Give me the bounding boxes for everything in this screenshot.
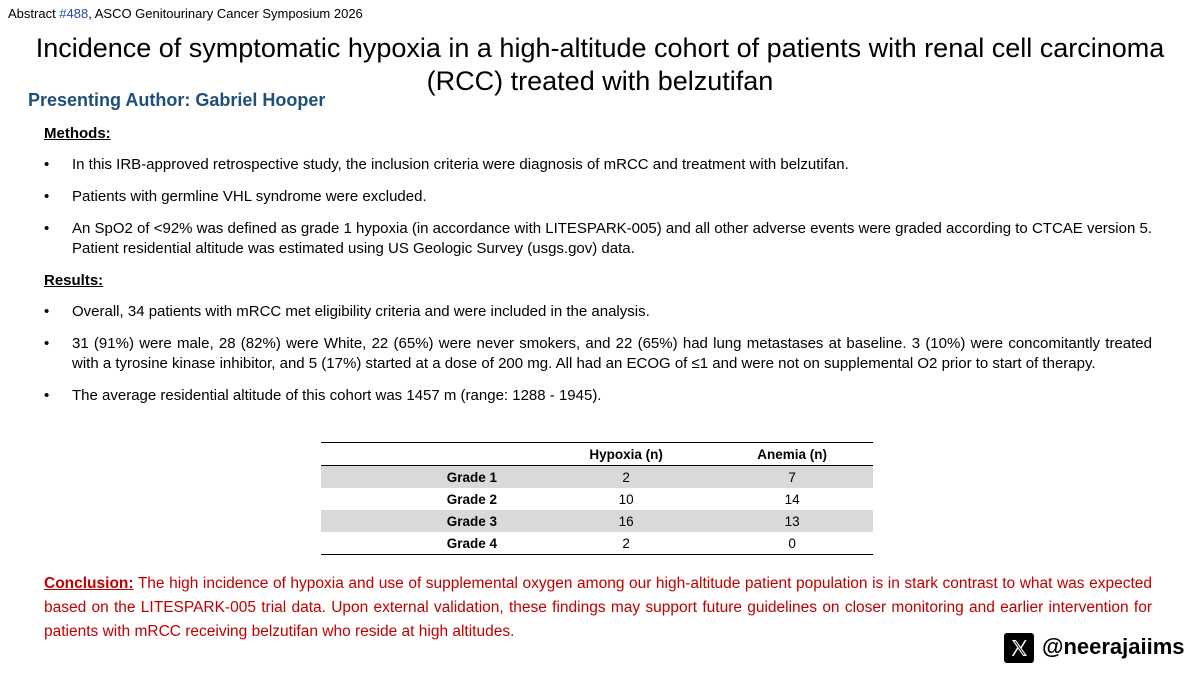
social-handle[interactable]: @neerajaiims: [1042, 634, 1185, 659]
conclusion-text: [44, 572, 1152, 644]
grade-cell: Grade 3: [321, 510, 541, 532]
conclusion-label: Conclusion:: [44, 575, 134, 592]
anemia-cell: 0: [711, 532, 873, 555]
presenting-author: Presenting Author: Gabriel Hooper: [28, 90, 326, 110]
methods-item: • Patients with germline VHL syndrome were excluded.: [44, 188, 427, 205]
bullet-icon: •: [44, 335, 50, 352]
bullet-icon: •: [44, 220, 50, 237]
x-logo-icon[interactable]: [1004, 633, 1034, 663]
methods-item: • In this IRB-approved retrospective study, the inclusion criteria were diagnosis of mRCC and treatment with belzutifan.: [44, 156, 849, 173]
abstract-conference: , ASCO Genitourinary Cancer Symposium 2026: [88, 6, 363, 21]
grade-cell: Grade 4: [321, 532, 541, 555]
table-header-hypoxia: Hypoxia (n): [541, 443, 711, 466]
abstract-number[interactable]: #488: [59, 6, 89, 21]
methods-item: • An SpO2 of <92% was defined as grade 1 hypoxia (in accordance with LITESPARK-005) and all other adverse events were graded according to CTCAE version 5. Patient residential altitude was estimated using US Geologic Survey (usgs.gov) data.: [44, 220, 1152, 257]
conclusion-body: The high incidence of hypoxia and use of supplemental oxygen among our high-altitude patient population is in stark contrast to what was expected based on the LITESPARK-005 trial data. Upon external validation, these findings may support future guidelines on closer monitoring and earlier intervention for patients with mRCC receiving belzutifan who reside at high altitudes.: [44, 575, 1152, 640]
main-content: [44, 124, 1152, 418]
bullet-icon: •: [44, 303, 50, 320]
anemia-cell: 7: [711, 466, 873, 489]
methods-list: [44, 155, 1152, 259]
adverse-events-table: [321, 442, 873, 555]
anemia-cell: 13: [711, 510, 873, 532]
table-row: [321, 466, 873, 489]
anemia-cell: 14: [784, 491, 800, 507]
page-title: [0, 32, 1200, 98]
table-header-row: [321, 443, 873, 466]
results-item: • The average residential altitude of this cohort was 1457 m (range: 1288 - 1945).: [44, 387, 602, 404]
results-item: • Overall, 34 patients with mRCC met eligibility criteria and were included in the analysis.: [44, 303, 650, 320]
table-header-grade: [321, 443, 541, 466]
results-heading: Results:: [44, 272, 104, 289]
results-item: • 31 (91%) were male, 28 (82%) were White, 22 (65%) were never smokers, and 22 (65%) had lung metastases at baseline. 3 (10%) were concomitantly treated with a tyrosine kinase inhibitor, and 5 (17%) started at a dose of 200 mg. All had an ECOG of ≤1 and were not on supplemental O2 prior to start of therapy.: [44, 335, 1152, 372]
methods-heading: Methods:: [44, 125, 111, 142]
hypoxia-cell: 16: [541, 510, 711, 532]
bullet-icon: •: [44, 188, 50, 205]
table-row: [321, 532, 873, 555]
grade-cell: Grade 1: [321, 466, 541, 489]
hypoxia-cell: 2: [541, 466, 711, 489]
title-line-1: Incidence of symptomatic hypoxia in a high-altitude cohort of patients with renal cell carcinoma: [35, 33, 1165, 63]
table-row: [321, 488, 873, 510]
results-list: [44, 302, 1152, 406]
hypoxia-cell: 10: [618, 491, 634, 507]
abstract-line: [8, 6, 363, 21]
bullet-icon: •: [44, 156, 50, 173]
table-header-anemia: Anemia (n): [711, 443, 873, 466]
title-line-2: (RCC) treated with belzutifan: [426, 66, 774, 96]
hypoxia-cell: 2: [541, 532, 711, 555]
abstract-label: Abstract: [8, 6, 60, 21]
table-row: [321, 510, 873, 532]
bullet-icon: •: [44, 387, 50, 404]
grade-cell: Grade 2: [446, 491, 497, 507]
